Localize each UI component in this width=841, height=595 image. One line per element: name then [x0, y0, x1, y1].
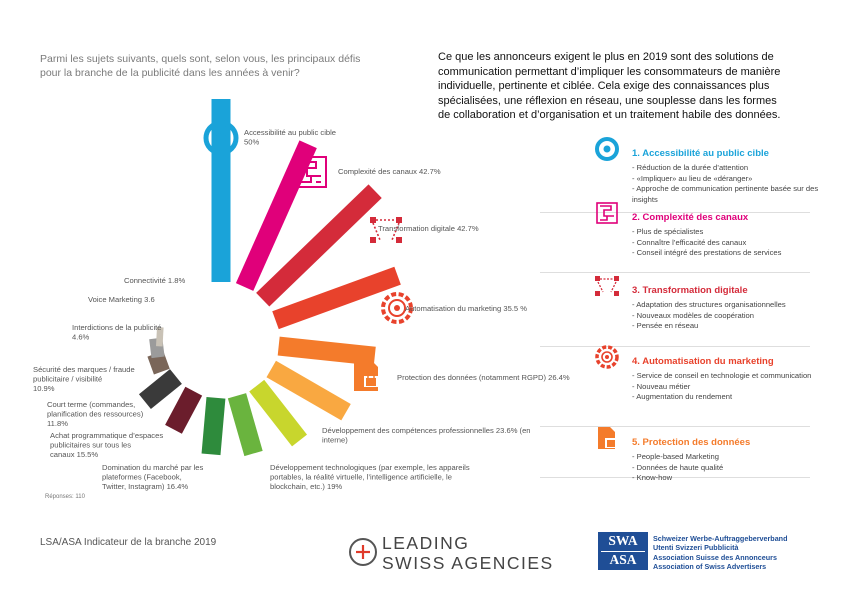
bar-label-0: Accessibilité au public cible 50%: [244, 128, 337, 147]
swa-line: Association of Swiss Advertisers: [653, 562, 767, 571]
separator: [540, 346, 810, 347]
topic-item: - Connaître l’efficacité des canaux: [632, 237, 747, 247]
swa-text: SWA: [608, 533, 638, 548]
bar-label-9: Court terme (commandes, planification des ressources) 11.8%: [47, 400, 144, 428]
topic-item: - Approche de communication pertinente basée sur des insights: [632, 184, 819, 204]
bar-label-10: Sécurité des marques / fraude publicitaire / visibilité 10.9%: [33, 365, 135, 393]
separator: [540, 426, 810, 427]
intro-paragraph: Ce que les annonceurs exigent le plus en 2019 sont des solutions de communication permettant d’impliquer les consommateurs de manière individuelle, pertinente et ciblée. Cela exige des connaissances plus spécialisées, une réflexion en réseau, une souplesse dans les formes de collaboration et d’organisation et un traitement habile des données.: [438, 51, 781, 121]
swa-line: Association Suisse des Annonceurs: [653, 553, 777, 562]
topic-4: [632, 356, 841, 403]
footer-title: LSA/ASA Indicateur de la branche 2019: [40, 537, 217, 548]
topic-title: 1. Accessibilité au public cible: [632, 148, 769, 159]
topic-items: [632, 227, 841, 259]
topic-item: - Adaptation des structures organisationnelles: [632, 300, 786, 309]
transform-icon: [594, 273, 620, 299]
topic-item: - Données de haute qualité: [632, 462, 724, 472]
topic-item: - Pensée en réseau: [632, 321, 699, 330]
topic-item: - Nouveau métier: [632, 381, 691, 391]
topic-1: [632, 148, 841, 205]
data-lock-icon: [354, 361, 378, 391]
bar-label-13: Connectivité 1.8%: [124, 276, 186, 285]
bar-7: [228, 393, 263, 456]
topic-item: - Know-how: [632, 473, 673, 482]
maze-icon: [594, 200, 620, 226]
survey-question: Parmi les sujets suivants, quels sont, selon vous, les principaux défis pour la branche de la publicité dans les années à venir?: [40, 53, 361, 79]
topic-item: - Réduction de la durée d’attention: [632, 163, 749, 172]
bar-label-1: Complexité des canaux 42.7%: [338, 167, 441, 176]
bar-label-7: Domination du marché par les plateformes (Facebook, Twitter, Instagram) 16.4%: [102, 463, 204, 491]
bar-label-2: Transformation digitale 42.7%: [378, 224, 479, 233]
responses-count: Réponses: 110: [45, 494, 85, 500]
bar-10: [139, 369, 182, 409]
topic-items: [632, 371, 841, 403]
topic-5: [632, 437, 841, 484]
bar-label-3: Automatisation du marketing 35.5 %: [405, 304, 527, 313]
bar-9: [165, 387, 202, 434]
topic-items: [632, 300, 841, 332]
asa-text: ASA: [609, 552, 637, 567]
topic-item: - Nouveaux modèles de coopération: [632, 310, 754, 320]
topic-items: [632, 452, 841, 484]
topic-item: - People-based Marketing: [632, 452, 719, 461]
bar-label-12: Voice Marketing 3.6: [88, 295, 155, 304]
bar-label-5: Développement des compétences professionnelles 23.6% (en interne): [322, 426, 531, 445]
topic-items: [632, 163, 841, 205]
bar-8: [202, 397, 226, 455]
swa-line: Schweizer Werbe-Auftraggeberverband: [653, 534, 788, 543]
topic-item: - Conseil intégré des prestations de services: [632, 248, 782, 257]
topic-item: - «Impliquer» au lieu de «déranger»: [632, 173, 753, 183]
gear-icon: [594, 344, 620, 370]
bar-label-4: Protection des données (notamment RGPD) 26.4%: [397, 373, 570, 382]
bar-label-6: Développement technologiques (par exemple, les appareils portables, la réalité virtuelle, l’intelligence artificielle, le blockchain, etc.) 19%: [270, 463, 470, 491]
topic-title: 4. Automatisation du marketing: [632, 356, 774, 367]
topic-title: 3. Transformation digitale: [632, 285, 748, 296]
topic-item: - Plus de spécialistes: [632, 227, 704, 236]
separator: [540, 272, 810, 273]
lsa-line-1: LEADING: [382, 533, 470, 553]
data-lock-icon: [594, 425, 620, 451]
topic-title: 2. Complexité des canaux: [632, 212, 749, 223]
topic-item: - Augmentation du rendement: [632, 392, 733, 401]
lsa-line-2: SWISS AGENCIES: [382, 553, 554, 573]
topic-title: 5. Protection des données: [632, 437, 751, 448]
topic-3: [632, 285, 841, 332]
bar-label-11: Interdictions de la publicité 4.6%: [72, 323, 162, 342]
target-icon: [594, 136, 620, 162]
topic-2: [632, 212, 841, 259]
swa-asa-logo: [598, 532, 648, 570]
topic-item: - Service de conseil en technologie et communication: [632, 371, 812, 380]
bar-label-8: Achat programmatique d’espaces publicitaires sur tous les canaux 15.5%: [50, 431, 164, 459]
swa-line: Utenti Svizzeri Pubblicità: [653, 543, 739, 552]
